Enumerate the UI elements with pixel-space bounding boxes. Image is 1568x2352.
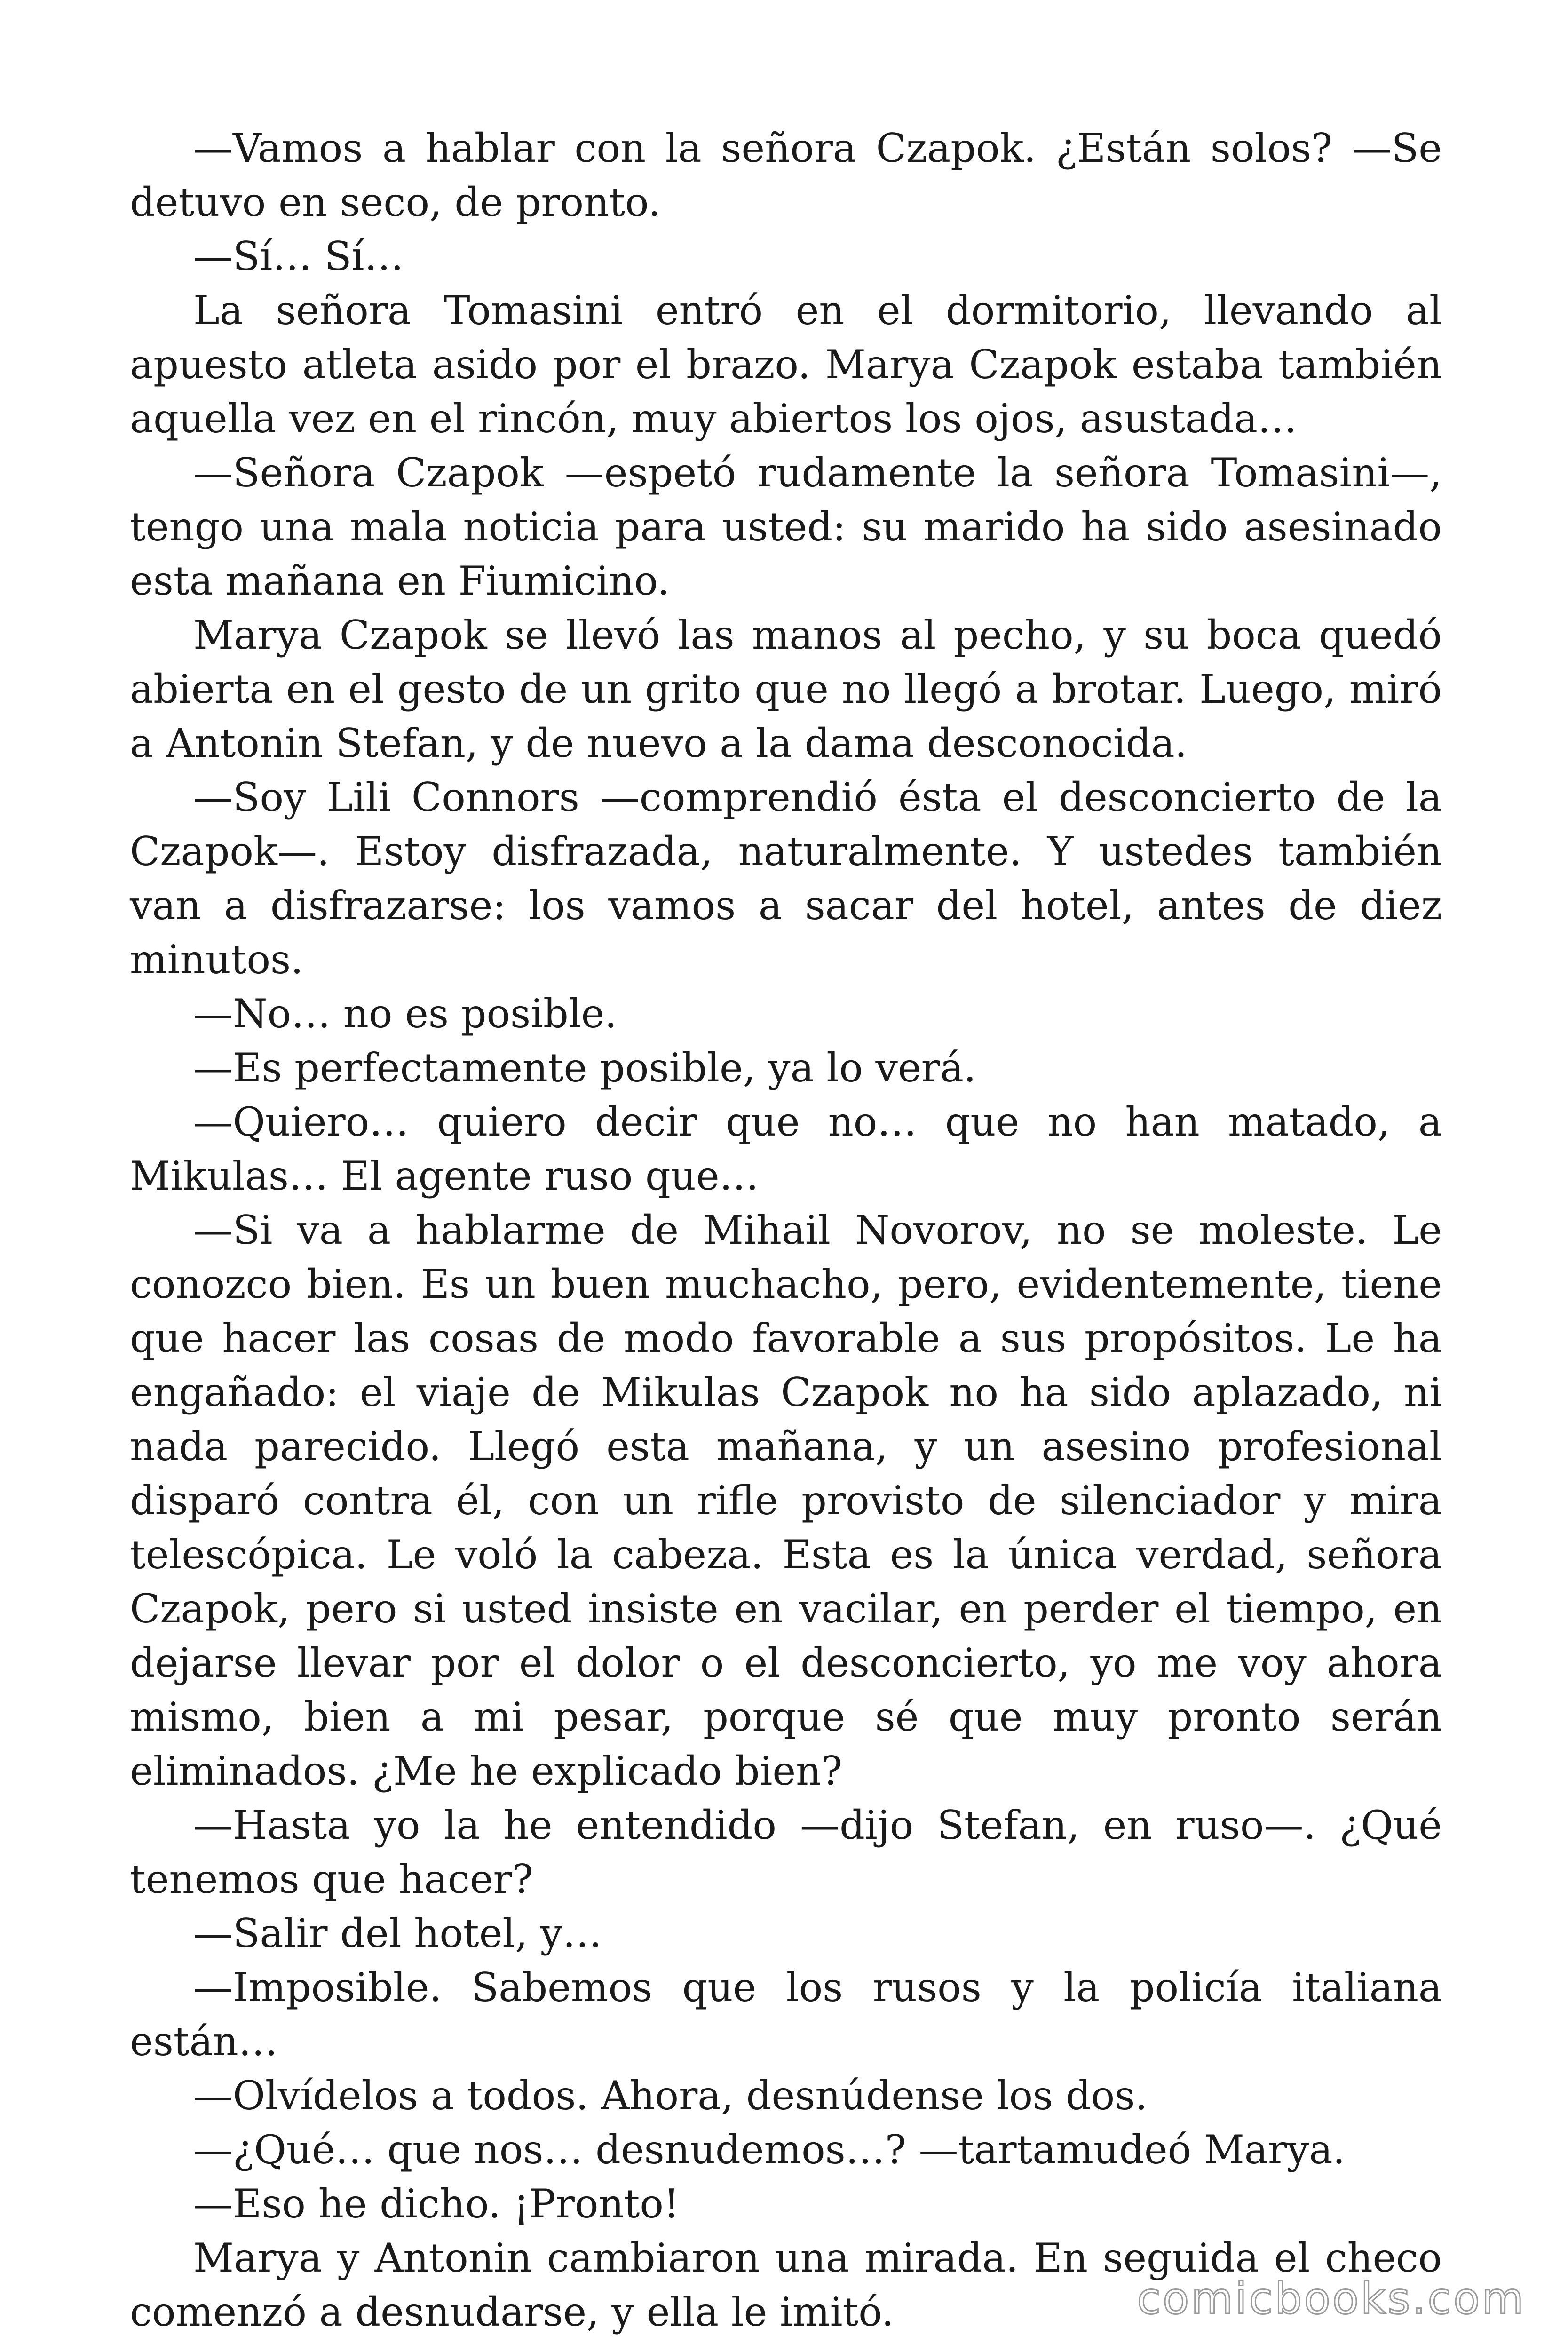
paragraph: —Imposible. Sabemos que los rusos y la policía italiana están…	[130, 1964, 1442, 2065]
paragraph: —Si va a hablarme de Mihail Novorov, no se moleste. Le conozco bien. Es un buen muchacho, pero, evidentemente, tiene que hacer las cosas de modo favorable a sus propósitos. Le ha engañado: el viaje de Mikulas Czapok no ha sido aplazado, ni nada parecido. Llegó esta mañana, y un asesino profesional disparó contra él, con un rifle provisto de silenciador y mira telescópica. Le voló la cabeza. Esta es la única verdad, señora Czapok, pero si usted insiste en vacilar, en perder el tiempo, en dejarse llevar por el dolor o el desconcierto, yo me voy ahora mismo, bien a mi pesar, porque sé que muy pronto serán eliminados. ¿Me he explicado bien?	[130, 1207, 1442, 1794]
paragraph: —Sí… Sí…	[193, 233, 404, 279]
paragraph: Marya y Antonin cambiaron una mirada. En seguida el checo comenzó a desnudarse, y ella le imitó.	[130, 2235, 1442, 2335]
paragraph: —¿Qué… que nos… desnudemos…? —tartamudeó Marya.	[193, 2127, 1346, 2173]
paragraph: —Salir del hotel, y…	[193, 1910, 602, 1956]
paragraph: —Hasta yo la he entendido —dijo Stefan, en ruso—. ¿Qué tenemos que hacer?	[130, 1802, 1442, 1902]
page-body	[130, 121, 1442, 2339]
watermark: comicbooks.com	[1137, 2273, 1526, 2324]
paragraph: —Vamos a hablar con la señora Czapok. ¿Están solos? —Se detuvo en seco, de pronto.	[130, 125, 1442, 225]
paragraph: —No… no es posible.	[193, 991, 618, 1037]
paragraph: —Eso he dicho. ¡Pronto!	[193, 2181, 680, 2227]
paragraph: —Olvídelos a todos. Ahora, desnúdense los dos.	[193, 2073, 1148, 2119]
paragraph: —Quiero… quiero decir que no… que no han matado, a Mikulas… El agente ruso que…	[130, 1099, 1442, 1199]
paragraph: —Soy Lili Connors —comprendió ésta el desconcierto de la Czapok—. Estoy disfrazada, naturalmente. Y ustedes también van a disfrazarse: los vamos a sacar del hotel, antes de diez minutos.	[130, 774, 1442, 983]
paragraph: —Señora Czapok —espetó rudamente la señora Tomasini—, tengo una mala noticia para usted: su marido ha sido asesinado esta mañana en Fiumicino.	[130, 450, 1442, 604]
paragraph: Marya Czapok se llevó las manos al pecho, y su boca quedó abierta en el gesto de un grito que no llegó a brotar. Luego, miró a Antonin Stefan, y de nuevo a la dama desconocida.	[130, 612, 1442, 766]
paragraph: —Es perfectamente posible, ya lo verá.	[193, 1045, 976, 1091]
paragraph: La señora Tomasini entró en el dormitorio, llevando al apuesto atleta asido por el brazo. Marya Czapok estaba también aquella vez en el rincón, muy abiertos los ojos, asustada…	[130, 287, 1442, 442]
